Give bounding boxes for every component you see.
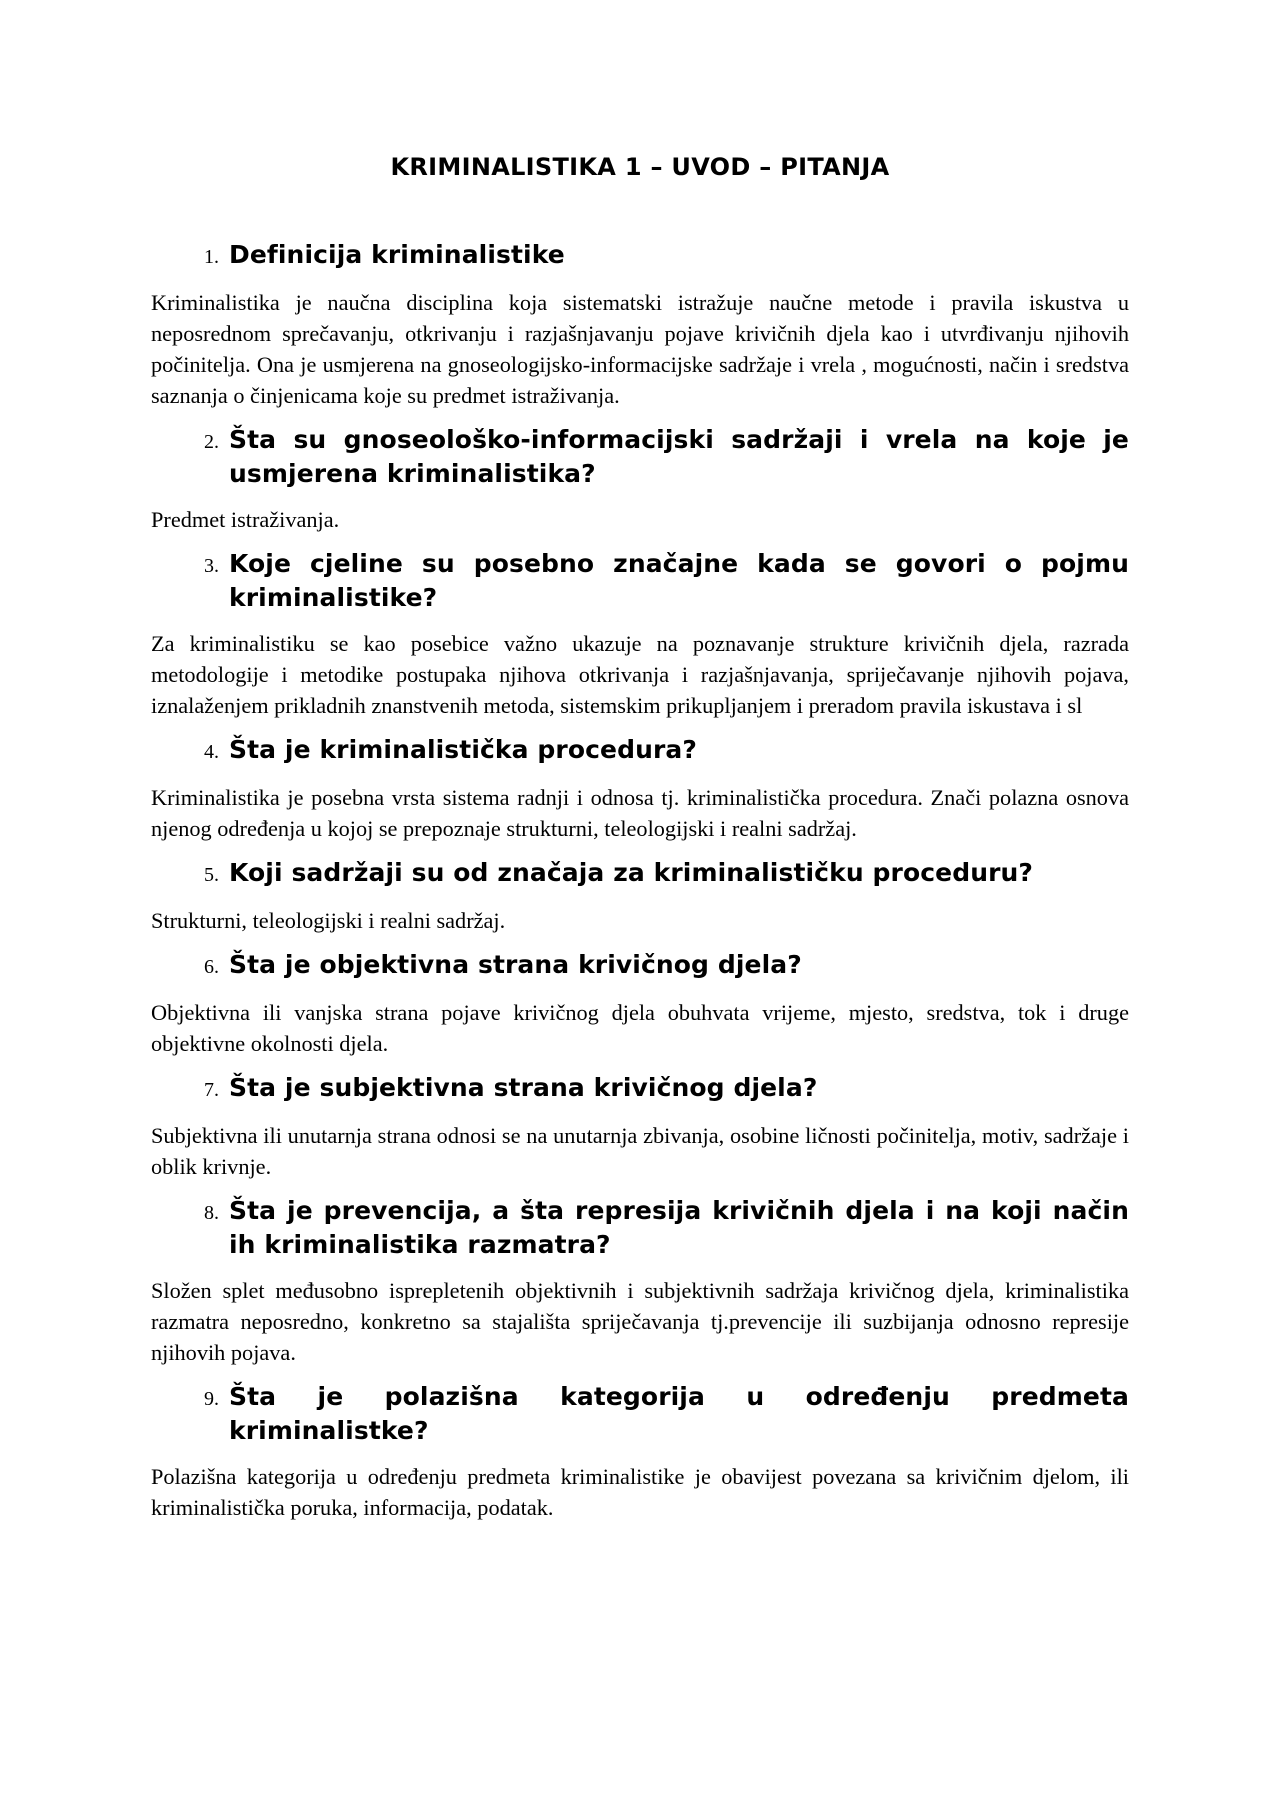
question-text: Šta je prevencija, a šta represija krivičnih djela i na koji način ih kriminalistika razmatra? — [229, 1196, 1129, 1259]
question-text: Šta je polazišna kategorija u određenju predmeta kriminalistke? — [229, 1382, 1129, 1445]
question-number: 9. — [204, 1388, 219, 1410]
qa-item-5 — [151, 856, 1129, 936]
question-text: Definicija kriminalistike — [229, 240, 565, 269]
question-number: 7. — [204, 1079, 219, 1101]
qa-item-1 — [151, 238, 1129, 411]
question-number: 6. — [204, 956, 219, 978]
question-text: Šta su gnoseološko-informacijski sadržaji i vrela na koje je usmjerena kriminalistika? — [229, 425, 1129, 488]
answer-text: Subjektivna ili unutarnja strana odnosi se na unutarnja zbivanja, osobine ličnosti počinitelja, motiv, sadržaje i oblik krivnje. — [151, 1123, 1129, 1179]
answer-text: Polazišna kategorija u određenju predmeta kriminalistike je obavijest povezana sa krivičnim djelom, ili kriminalistička poruka, informacija, podatak. — [151, 1464, 1129, 1520]
question — [151, 423, 1129, 491]
question-number: 8. — [204, 1202, 219, 1224]
question-number: 1. — [204, 246, 219, 268]
question — [151, 1194, 1129, 1262]
answer-text: Strukturni, teleologijski i realni sadržaj. — [151, 908, 506, 933]
question-text: Šta je subjektivna strana krivičnog djela? — [229, 1073, 818, 1102]
question — [151, 948, 1129, 984]
question — [151, 1380, 1129, 1448]
qa-item-7 — [151, 1071, 1129, 1182]
question-number: 4. — [204, 741, 219, 763]
answer-text: Kriminalistika je naučna disciplina koja sistematski istražuje naučne metode i pravila iskustva u neposrednom sprečavanju, otkrivanju i razjašnjavanju pojave krivičnih djela kao i utvrđivanju njihovih počinitelja. Ona je usmjerena na gnoseologijsko-informacijske sadržaje i vrela , mogućnosti, način i sredstva saznanja o činjenicama koje su predmet istraživanja. — [151, 290, 1129, 408]
qa-item-2 — [151, 423, 1129, 535]
document-title: KRIMINALISTIKA 1 – UVOD – PITANJA — [390, 153, 890, 181]
question-text: Šta je kriminalistička procedura? — [229, 735, 697, 764]
question — [151, 547, 1129, 615]
qa-item-9 — [151, 1380, 1129, 1523]
answer-text: Kriminalistika je posebna vrsta sistema radnji i odnosa tj. kriminalistička procedura. Znači polazna osnova njenog određenja u kojoj se prepoznaje strukturni, teleologijski i realni sadržaj. — [151, 785, 1129, 841]
qa-item-8 — [151, 1194, 1129, 1368]
question — [151, 856, 1129, 892]
answer-text: Za kriminalistiku se kao posebice važno ukazuje na poznavanje strukture krivičnih djela, razrada metodologije i metodike postupaka njihova otkrivanja i razjašnjavanja, spriječavanje njihovih pojava, iznalaženjem prikladnih znanstvenih metoda, sistemskim prikupljanjem i preradom pravila iskustava i sl — [151, 631, 1129, 718]
question-list — [151, 238, 1129, 1523]
question — [151, 733, 1129, 769]
question-number: 3. — [204, 555, 219, 577]
answer-text: Predmet istraživanja. — [151, 507, 340, 532]
answer-text: Objektivna ili vanjska strana pojave krivičnog djela obuhvata vrijeme, mjesto, sredstva, tok i druge objektivne okolnosti djela. — [151, 1000, 1129, 1056]
question-number: 2. — [204, 431, 219, 453]
qa-item-4 — [151, 733, 1129, 844]
question-text: Koje cjeline su posebno značajne kada se govori o pojmu kriminalistike? — [229, 549, 1129, 612]
question-number: 5. — [204, 864, 219, 886]
qa-item-3 — [151, 547, 1129, 721]
qa-item-6 — [151, 948, 1129, 1059]
question — [151, 238, 1129, 274]
question-text: Koji sadržaji su od značaja za kriminalističku proceduru? — [229, 858, 1034, 887]
question — [151, 1071, 1129, 1107]
answer-text: Složen splet međusobno isprepletenih objektivnih i subjektivnih sadržaja krivičnog djela, kriminalistika razmatra neposredno, konkretno sa stajališta spriječavanja tj.prevencije ili suzbijanja odnosno represije njihovih pojava. — [151, 1278, 1129, 1365]
question-text: Šta je objektivna strana krivičnog djela? — [229, 950, 802, 979]
